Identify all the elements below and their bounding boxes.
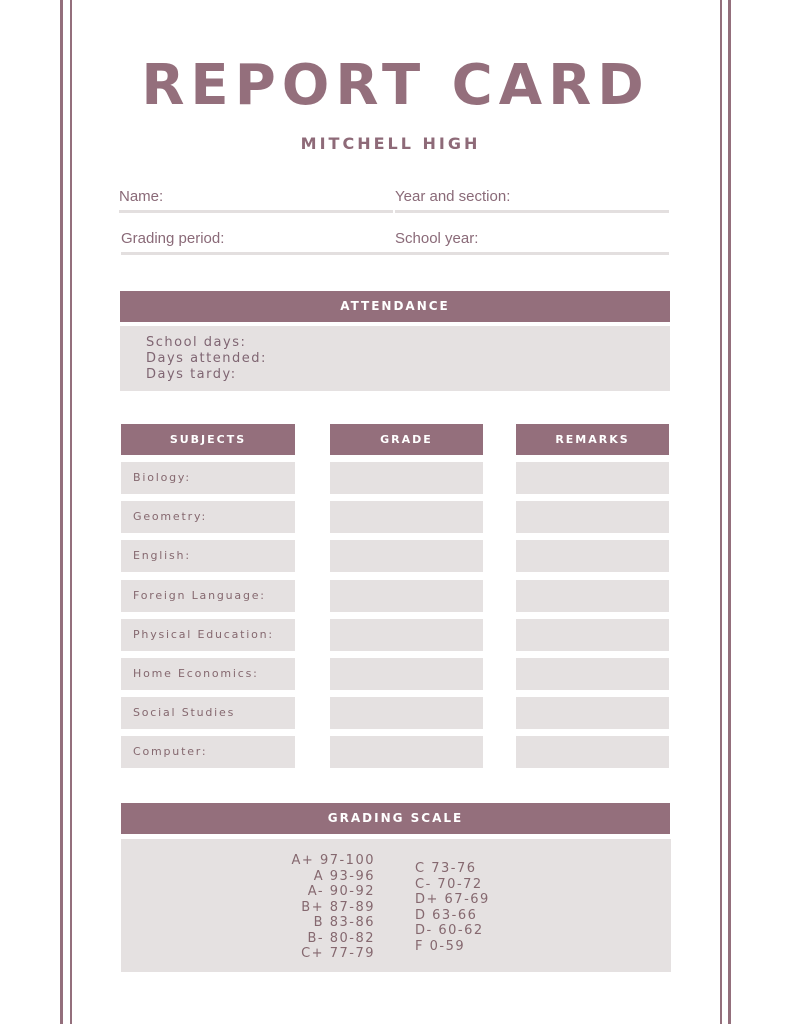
remarks-cell-geometry[interactable]	[516, 501, 669, 533]
grade-cell-physical-education[interactable]	[330, 619, 483, 651]
attendance-days-tardy: Days tardy:	[146, 367, 237, 382]
attendance-school-days: School days:	[146, 335, 247, 350]
grade-cell-home-economics[interactable]	[330, 658, 483, 690]
attendance-box	[120, 326, 670, 391]
remarks-cell-foreign-language[interactable]	[516, 580, 669, 612]
scale-c-minus: C- 70-72	[415, 876, 483, 892]
grade-cell-geometry[interactable]	[330, 501, 483, 533]
grading-scale-left-column	[255, 853, 375, 962]
subject-social-studies: Social Studies	[121, 697, 295, 729]
remarks-cell-computer[interactable]	[516, 736, 669, 768]
grading-period-field[interactable]	[121, 230, 395, 255]
left-border-outer	[60, 0, 63, 1024]
remarks-cell-home-economics[interactable]	[516, 658, 669, 690]
scale-b-minus: B- 80-82	[307, 930, 375, 946]
right-border-outer	[728, 0, 731, 1024]
subjects-header: SUBJECTS	[121, 424, 295, 455]
school-year-field[interactable]	[395, 230, 669, 255]
scale-c-plus: C+ 77-79	[301, 946, 375, 961]
subject-foreign-language: Foreign Language:	[121, 580, 295, 612]
page-title: REPORT CARD	[141, 53, 650, 118]
subject-physical-education: Physical Education:	[121, 619, 295, 651]
subject-geometry: Geometry:	[121, 501, 295, 533]
grading-scale-box	[121, 839, 671, 972]
grade-cell-computer[interactable]	[330, 736, 483, 768]
right-border-inner	[720, 0, 722, 1024]
subject-english: English:	[121, 540, 295, 572]
name-label: Name:	[119, 188, 164, 205]
remarks-cell-english[interactable]	[516, 540, 669, 572]
remarks-cell-social-studies[interactable]	[516, 697, 669, 729]
left-border-inner	[70, 0, 72, 1024]
grade-header: GRADE	[330, 424, 483, 455]
subject-computer: Computer:	[121, 736, 295, 768]
grade-cell-biology[interactable]	[330, 462, 483, 494]
scale-d: D 63-66	[415, 907, 478, 923]
attendance-heading: ATTENDANCE	[120, 291, 670, 322]
school-name: MITCHELL HIGH	[300, 134, 481, 153]
scale-a-minus: A- 90-92	[307, 884, 375, 899]
subject-home-economics: Home Economics:	[121, 658, 295, 690]
remarks-cell-biology[interactable]	[516, 462, 669, 494]
scale-d-minus: D- 60-62	[415, 923, 484, 938]
grading-scale-heading: GRADING SCALE	[121, 803, 670, 834]
school-year-label: School year:	[395, 230, 479, 247]
scale-c: C 73-76	[415, 861, 477, 876]
scale-b-plus: B+ 87-89	[301, 899, 375, 915]
remarks-cell-physical-education[interactable]	[516, 619, 669, 651]
grading-period-label: Grading period:	[121, 230, 225, 247]
remarks-header: REMARKS	[516, 424, 669, 455]
grade-cell-social-studies[interactable]	[330, 697, 483, 729]
attendance-days-attended: Days attended:	[146, 351, 267, 366]
name-field[interactable]	[119, 188, 393, 213]
grade-cell-english[interactable]	[330, 540, 483, 572]
year-section-field[interactable]	[395, 188, 669, 213]
scale-b: B 83-86	[313, 915, 375, 930]
grading-scale-right-column	[415, 861, 535, 954]
subject-biology: Biology:	[121, 462, 295, 494]
grade-cell-foreign-language[interactable]	[330, 580, 483, 612]
scale-d-plus: D+ 67-69	[415, 892, 490, 907]
year-section-label: Year and section:	[395, 188, 511, 205]
scale-a-plus: A+ 97-100	[291, 853, 375, 868]
scale-f: F 0-59	[415, 938, 466, 954]
scale-a: A 93-96	[313, 868, 375, 884]
